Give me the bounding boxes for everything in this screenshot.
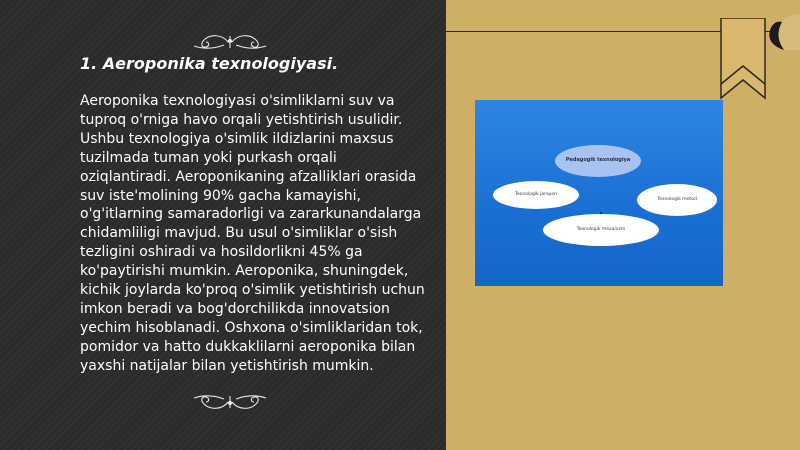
slide-title: 1. Aeroponika texnologiyasi. [80,54,339,73]
diagram-node-center: Pedagogik texnologiya [555,145,641,177]
slide-body-text: Aeroponika texnologiyasi o'simliklarni suv va tuproq o'rniga havo orqali yetishtirish usulidir. Ushbu texnologiya o'simlik ildizlarini maxsus tuzilmada tuman yoki purkash orqali oziqlantiradi. Aeroponikaning afzalliklari orasida suv iste'molining 90% gacha kamayishi, o'g'itlarning samaradorligi va zararkunandalarga chidamliligi mavjud. Bu usul o'simliklar o'sish tezligini oshiradi va hosildorlikni 45% ga ko'paytirishi mumkin. Aeroponika, shuningdek, kichik joylarda ko'proq o'simlik yetishtirish uchun imkon beradi va bog'dorchilikda innovatsion yechim hisoblanadi. Oshxona o'simliklaridan tok, pomidor va hatto dukkaklilarni aeroponika bilan yaxshi natijalar bilan yetishtirish mumkin. [80,93,425,374]
diagram-node-left: Texnologik jarayon [493,181,579,209]
diagram-node-bottom: Texnologik mexanizm [543,214,659,246]
ornament-bottom-icon [188,392,272,412]
diagram-node-right: Texnologik metod [637,184,717,216]
ornament-top-icon [188,32,272,52]
diagram-image [475,100,723,286]
bookmark-ribbon-icon [718,18,768,100]
